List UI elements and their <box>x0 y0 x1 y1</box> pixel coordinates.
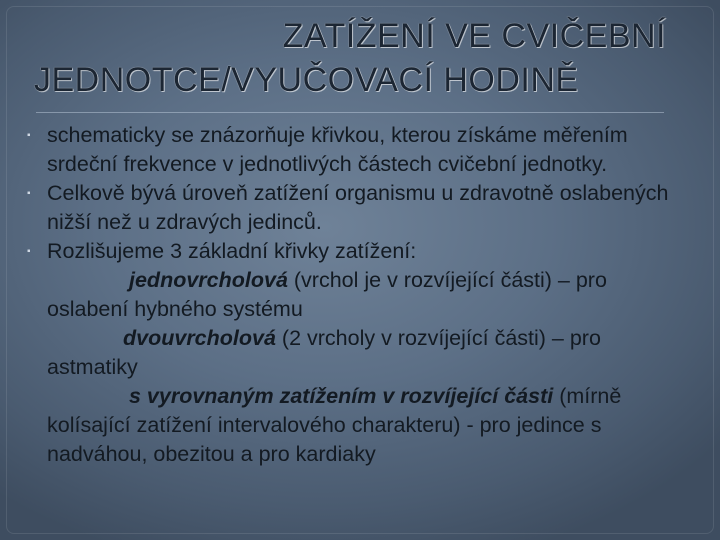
curve-name: dvouvrcholová <box>123 326 276 350</box>
curve-item <box>26 382 692 469</box>
curve-description: (2 vrcholy v rozvíjející části) – pro astmatiky <box>47 326 601 379</box>
curve-item <box>26 266 692 324</box>
bullet-text: schematicky se znázorňuje křivkou, kterou získáme měřením srdeční frekvence v jednotlivých částech cvičební jednotky. <box>47 123 628 176</box>
curve-description: (vrchol je v rozvíjející části) – pro oslabení hybného systému <box>47 268 607 321</box>
curve-name: s vyrovnaným zatížením v rozvíjející části <box>129 384 554 408</box>
slide-title <box>30 14 666 102</box>
bullet-text: Celkově bývá úroveň zatížení organismu u zdravotně oslabených nižší než u zdravých jedinců. <box>47 181 669 234</box>
curve-item <box>26 324 692 382</box>
bullet-item <box>26 237 692 266</box>
slide-content <box>26 121 692 469</box>
slide-title-line-1: ZATÍŽENÍ VE CVIČEBNÍ <box>282 17 666 55</box>
curve-description: (mírně kolísající zatížení intervalového charakteru) - pro jedince s nadváhou, obezitou a pro kardiaky <box>47 384 622 466</box>
curve-name: jednovrcholová <box>129 268 288 292</box>
bullet-item <box>26 179 692 237</box>
bullet-item <box>26 121 692 179</box>
bullet-icon: ▪ <box>27 130 31 141</box>
slide-title-line-2: JEDNOTCE/VYUČOVACÍ HODINĚ <box>34 61 579 99</box>
title-divider <box>36 112 664 113</box>
bullet-text: Rozlišujeme 3 základní křivky zatížení: <box>47 239 417 263</box>
bullet-icon: ▪ <box>27 188 31 199</box>
bullet-icon: ▪ <box>27 246 31 257</box>
